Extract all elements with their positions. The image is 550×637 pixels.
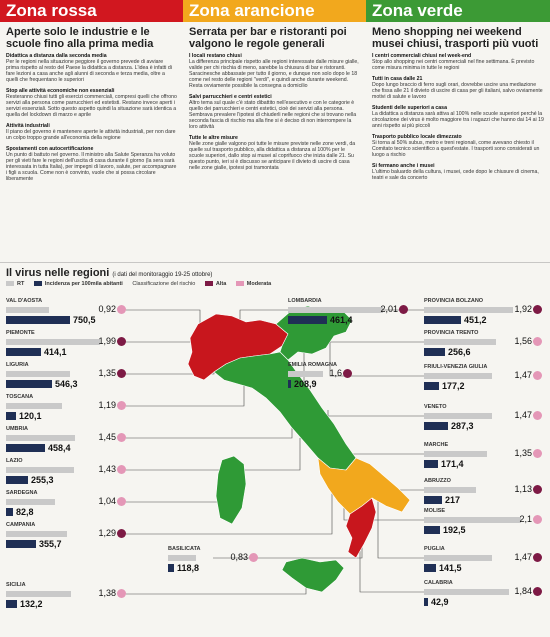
rt-value: 1,84 <box>514 586 532 596</box>
point-text: Resteranno chiusi tutti gli esercizi commerciali, compresi quelli che offrono servizi alla persona come parrucchieri ed estetisti. Restano invece aperti i servizi essenziali. Sotto questo aspetto quindi la situazione sarà identica a quella del lockdown di marzo e aprile <box>6 94 177 118</box>
rt-bar <box>6 435 75 441</box>
incidence-value: 451,2 <box>464 315 487 325</box>
region-panel <box>6 426 126 456</box>
rt-bar <box>424 307 513 313</box>
zona-rossa-points <box>6 53 177 182</box>
incidence-value: 750,5 <box>73 315 96 325</box>
incidence-value: 141,5 <box>439 563 462 573</box>
point-title: I locali restano chiusi <box>189 53 242 59</box>
legend-alta-label: Alta <box>215 281 227 287</box>
zona-verde-point <box>372 134 544 158</box>
region-panel <box>424 546 542 576</box>
region-name: ABRUZZO <box>424 478 451 484</box>
region-panel <box>168 546 258 576</box>
incidence-value: 461,4 <box>330 315 353 325</box>
rt-value: 1,92 <box>514 304 532 314</box>
point-text: La didattica a distanza sarà attiva al 100% nelle scuole superiori perché la circolazione dei virus è molto maggiore tra i ragazzi che hanno dai 14 ai 19 anni rispetto ai più piccoli <box>372 111 544 129</box>
incidence-value: 458,4 <box>48 443 71 453</box>
zona-verde-point <box>372 163 544 181</box>
incidence-value: 414,1 <box>44 347 67 357</box>
risk-dot <box>117 369 126 378</box>
region-name: PROVINCIA BOLZANO <box>424 298 484 304</box>
point-text: Un punto di battuto nel governo. Il ministro alla Salute Speranza ha voluto per gli vieti fare le regioni dell'uscita di casa durante il giorno (la sera sarà interessata in tutta Italia), per impegni di lavoro, salute, per accompagnare i figli a scuola. Come non è convinto, vuole che si possa circolare liberamente <box>6 152 177 182</box>
incidence-bar <box>424 564 436 572</box>
legend-rt <box>6 281 24 287</box>
rt-value: 1,47 <box>514 552 532 562</box>
point-text: Nelle zone gialle valgono poi tutte le misure previste nelle zone verdi, da quelle sul trasporto pubblico, alla didattica a distanza al 100% per le scuole superiori, dallo stop ai musei al coprifuoco che inizia dalle 21. Su questo punto, ieri si è discusso se anticipare il divieto di uscire di casa nelle zone gialle, ipotesi poi tramontata <box>189 141 356 171</box>
rt-value: 1,47 <box>514 410 532 420</box>
rt-bar <box>168 555 196 561</box>
rt-value: 1,13 <box>514 484 532 494</box>
incidence-value: 355,7 <box>39 539 62 549</box>
rt-bar <box>6 499 55 505</box>
rt-bar <box>6 339 100 345</box>
incidence-value: 171,4 <box>441 459 464 469</box>
zona-rossa-title: Zona rossa <box>0 0 183 22</box>
region-connector-line <box>126 386 244 406</box>
rt-value: 1,19 <box>98 400 116 410</box>
incidence-value: 118,8 <box>177 563 200 573</box>
zona-arancione-title: Zona arancione <box>183 0 366 22</box>
zona-arancione-points <box>189 53 360 171</box>
rt-bar <box>424 413 492 419</box>
region-name: VAL D'AOSTA <box>6 298 43 304</box>
incidence-bar <box>288 380 291 388</box>
point-text: Si torna al 50% subus, metro e treni regionali, come avevano chiesto il Comitato tecnico scientifico a quest'estate. I trasporti sono considerati un luogo a rischio <box>372 140 540 158</box>
rt-bar <box>288 371 323 377</box>
rt-value: 2,01 <box>380 304 398 314</box>
incidence-bar <box>6 444 45 452</box>
zona-arancione-point <box>189 53 360 89</box>
point-title: Didattica a distanza dalla seconda media <box>6 53 107 59</box>
rt-value: 1,35 <box>514 448 532 458</box>
point-title: Trasporto pubblico locale dimezzato <box>372 134 462 140</box>
rt-bar <box>424 555 492 561</box>
region-panel <box>6 458 126 488</box>
region-name: TOSCANA <box>6 394 34 400</box>
incidence-bar <box>168 564 174 572</box>
zona-verde-column <box>366 0 550 262</box>
incidence-bar <box>6 380 52 388</box>
incidence-bar <box>424 348 445 356</box>
zona-verde-point <box>372 53 544 71</box>
rt-value: 2,1 <box>519 514 532 524</box>
legend-incidence <box>34 281 123 287</box>
risk-dot <box>533 515 542 524</box>
risk-dot <box>249 553 258 562</box>
zona-verde-point <box>372 76 544 100</box>
rt-value: 1,6 <box>329 368 342 378</box>
region-panel <box>6 394 126 424</box>
region-panel <box>288 362 352 392</box>
legend-moderata-swatch <box>236 281 244 286</box>
zona-arancione-subtitle: Serrata per bar e ristoranti poi valgono le regole generali <box>189 26 347 50</box>
legend-alta <box>205 281 226 287</box>
point-title: Studenti delle superiori a casa <box>372 105 447 111</box>
region-name: BASILICATA <box>168 546 201 552</box>
incidence-bar <box>6 412 16 420</box>
region-name: SICILIA <box>6 582 26 588</box>
risk-dot <box>533 485 542 494</box>
point-text: Per le regioni nella situazione peggiore il governo prevede di avviare prima rispetto al resto del Paese la didattica a distanza. L'idea è infatti di fare lezioni a casa anche agli alunni di seconda e terza media, oltre a quelli che frequentano le superiori <box>6 59 172 83</box>
incidence-bar <box>424 316 461 324</box>
rt-value: 1,43 <box>98 464 116 474</box>
incidence-bar <box>424 382 439 390</box>
incidence-value: 82,8 <box>16 507 34 517</box>
incidence-bar <box>424 496 442 504</box>
region-panel <box>424 298 542 328</box>
point-text: Stop allo shopping nei centri commerciali nel fine settimana. È previsto come misura minima in tutte le regioni <box>372 59 535 71</box>
map-legend <box>6 281 279 287</box>
incidence-value: 177,2 <box>442 381 465 391</box>
rt-bar <box>6 467 74 473</box>
zona-rossa-column <box>0 0 183 262</box>
incidence-bar <box>424 460 438 468</box>
region-name: LOMBARDIA <box>288 298 322 304</box>
risk-dot <box>533 449 542 458</box>
region-panel <box>424 580 542 610</box>
risk-dot <box>117 337 126 346</box>
region-name: MOLISE <box>424 508 446 514</box>
region-name: FRIULI-VENEZIA GIULIA <box>424 364 488 370</box>
region-panel <box>6 330 126 360</box>
rt-value: 1,99 <box>98 336 116 346</box>
rt-bar <box>6 371 70 377</box>
rt-bar <box>424 517 521 523</box>
incidence-bar <box>6 540 36 548</box>
region-panel <box>424 404 542 434</box>
region-connector-line <box>126 438 300 470</box>
risk-dot <box>117 589 126 598</box>
risk-dot <box>117 497 126 506</box>
rt-value: 1,04 <box>98 496 116 506</box>
region-connector-line <box>126 574 306 594</box>
rt-value: 1,56 <box>514 336 532 346</box>
zona-verde-subtitle: Meno shopping nei weekend musei chiusi, trasporti più vuoti <box>372 26 539 50</box>
risk-dot <box>399 305 408 314</box>
zona-arancione-point <box>189 135 360 171</box>
rt-bar <box>424 339 496 345</box>
point-text: Dopo lungo braccio di ferro sugli orari, dovrebbe uscire una mediazione che fissa alle 21 il divieto di uscire di casa per gli italiani, salvo ovviamente motivi di salute e lavoro <box>372 82 543 100</box>
risk-dot <box>117 529 126 538</box>
legend-rt-label: RT <box>17 281 25 287</box>
region-panel <box>6 522 126 552</box>
legend-incidence-swatch <box>34 281 42 286</box>
incidence-value: 42,9 <box>431 597 449 607</box>
incidence-bar <box>6 348 41 356</box>
incidence-value: 132,2 <box>20 599 43 609</box>
map-subtitle: (i dati del monitoraggio 19-25 ottobre) <box>112 272 213 278</box>
zona-arancione-point <box>189 94 360 130</box>
incidence-value: 192,5 <box>443 525 466 535</box>
risk-dot <box>117 305 126 314</box>
region-name: CALABRIA <box>424 580 453 586</box>
region-name: EMILIA ROMAGNA <box>288 362 337 368</box>
zona-verde-points <box>372 53 544 181</box>
rt-bar <box>6 591 71 597</box>
region-panel <box>288 298 408 328</box>
rt-value: 0,83 <box>230 552 248 562</box>
risk-dot <box>117 433 126 442</box>
point-title: Salvi parrucchieri e centri estetici <box>189 94 272 100</box>
legend-moderata-label: Moderata <box>246 281 272 287</box>
rt-bar <box>6 307 49 313</box>
zona-rossa-point <box>6 123 177 141</box>
point-title: Tutti in casa dalle 21 <box>372 76 423 82</box>
incidence-value: 546,3 <box>55 379 78 389</box>
map-sicily-green <box>282 558 344 592</box>
point-text: Altro tema sul quale c'è stato dibattito nell'esecutivo e con le categorie è quello dei parrucchieri e centri estetici, cioè dei servizi alla persona. Sembrava prevalere l'ipotesi di chiuderli nelle regioni che si trovano nella seconda fascia di rischio ma alla fine si è deciso di non interrompere la loro attività <box>189 100 357 130</box>
region-name: LIGURIA <box>6 362 29 368</box>
legend-moderata <box>236 281 271 287</box>
regions-infographic <box>0 262 550 637</box>
region-name: LAZIO <box>6 458 23 464</box>
zona-rossa-point <box>6 53 177 83</box>
rt-bar <box>6 403 62 409</box>
incidence-value: 256,6 <box>448 347 471 357</box>
region-connector-line <box>126 310 200 328</box>
region-name: SARDEGNA <box>6 490 38 496</box>
region-connector-line <box>360 530 424 592</box>
incidence-bar <box>6 476 28 484</box>
risk-dot <box>533 337 542 346</box>
incidence-value: 208,9 <box>294 379 317 389</box>
incidence-value: 287,3 <box>451 421 474 431</box>
region-connector-line <box>126 414 292 438</box>
risk-dot <box>533 371 542 380</box>
zona-verde-point <box>372 105 544 129</box>
point-title: Spostamenti con autocertificazione <box>6 146 94 152</box>
risk-dot <box>117 401 126 410</box>
region-name: PUGLIA <box>424 546 445 552</box>
region-panel <box>6 490 126 520</box>
region-panel <box>424 478 542 508</box>
rt-value: 1,45 <box>98 432 116 442</box>
incidence-bar <box>6 508 13 516</box>
rt-value: 1,47 <box>514 370 532 380</box>
risk-dot <box>533 587 542 596</box>
rt-value: 1,38 <box>98 588 116 598</box>
risk-dot <box>533 305 542 314</box>
region-name: MARCHE <box>424 442 449 448</box>
rt-value: 0,92 <box>98 304 116 314</box>
rt-bar <box>424 373 492 379</box>
zona-rossa-point <box>6 146 177 182</box>
legend-incidence-label: Incidenza per 100mila abitanti <box>44 281 123 287</box>
incidence-bar <box>6 600 17 608</box>
incidence-bar <box>424 598 428 606</box>
region-name: PIEMONTE <box>6 330 35 336</box>
risk-dot <box>343 369 352 378</box>
region-name: PROVINCIA TRENTO <box>424 330 479 336</box>
point-title: Tutte le altre misure <box>189 135 238 141</box>
region-name: VENETO <box>424 404 447 410</box>
point-title: Attività industriali <box>6 123 50 129</box>
zona-arancione-column <box>183 0 366 262</box>
region-panel <box>424 330 542 360</box>
point-text: L'ultimo baluardo della cultura, i musei, cede dopo le chiusure di cinema, teatri e sale da concerto <box>372 169 539 181</box>
point-text: La differenza principale rispetto alle regioni interessate dalle misure gialle, valide per chi rischia di meno, sarebbe la chiusura di bar e ristoranti. Saracinesche abbassate per tutto il giorno, e dunque non solo dopo le 18 come nel resto delle regioni "verdi", e quindi anche durante weekend. Resta ovviamente possibile la consegna a domicilio <box>189 59 359 89</box>
rt-bar <box>424 451 487 457</box>
region-panel <box>424 442 542 472</box>
point-title: Si fermano anche i musei <box>372 163 435 169</box>
risk-dot <box>533 553 542 562</box>
region-panel <box>424 508 542 538</box>
legend-classification: Classificazione del rischio <box>132 281 196 287</box>
incidence-bar <box>424 422 448 430</box>
region-panel <box>6 298 126 328</box>
region-panel <box>424 364 542 394</box>
incidence-value: 120,1 <box>19 411 42 421</box>
region-name: CAMPANIA <box>6 522 36 528</box>
rt-bar <box>424 487 476 493</box>
zona-verde-title: Zona verde <box>366 0 550 22</box>
legend-alta-swatch <box>205 281 213 286</box>
rt-value: 1,35 <box>98 368 116 378</box>
map-sardinia-green <box>216 456 246 524</box>
risk-dot <box>117 465 126 474</box>
region-name: UMBRIA <box>6 426 28 432</box>
risk-dot <box>533 411 542 420</box>
rt-value: 1,29 <box>98 528 116 538</box>
zona-rossa-subtitle: Aperte solo le industrie e le scuole fino alla prima media <box>6 26 154 50</box>
region-panel <box>6 582 126 612</box>
legend-rt-swatch <box>6 281 14 286</box>
point-title: Stop alle attività economiche non essenziali <box>6 88 115 94</box>
point-title: I centri commerciali chiusi nel week-end <box>372 53 472 59</box>
map-title <box>6 267 212 279</box>
zones-panel <box>0 0 550 262</box>
region-panel <box>6 362 126 392</box>
rt-bar <box>6 531 67 537</box>
zona-rossa-point <box>6 88 177 118</box>
incidence-bar <box>424 526 440 534</box>
rt-bar <box>424 589 509 595</box>
incidence-value: 255,3 <box>31 475 54 485</box>
incidence-value: 217 <box>445 495 461 505</box>
rt-bar <box>288 307 383 313</box>
incidence-bar <box>288 316 327 324</box>
incidence-bar <box>6 316 70 324</box>
map-title-text: Il virus nelle regioni <box>6 267 110 279</box>
point-text: Il piano del governo è mantenere aperte le attività industriali, per non dare un colpo troppo grande all'economia della regione <box>6 129 176 141</box>
